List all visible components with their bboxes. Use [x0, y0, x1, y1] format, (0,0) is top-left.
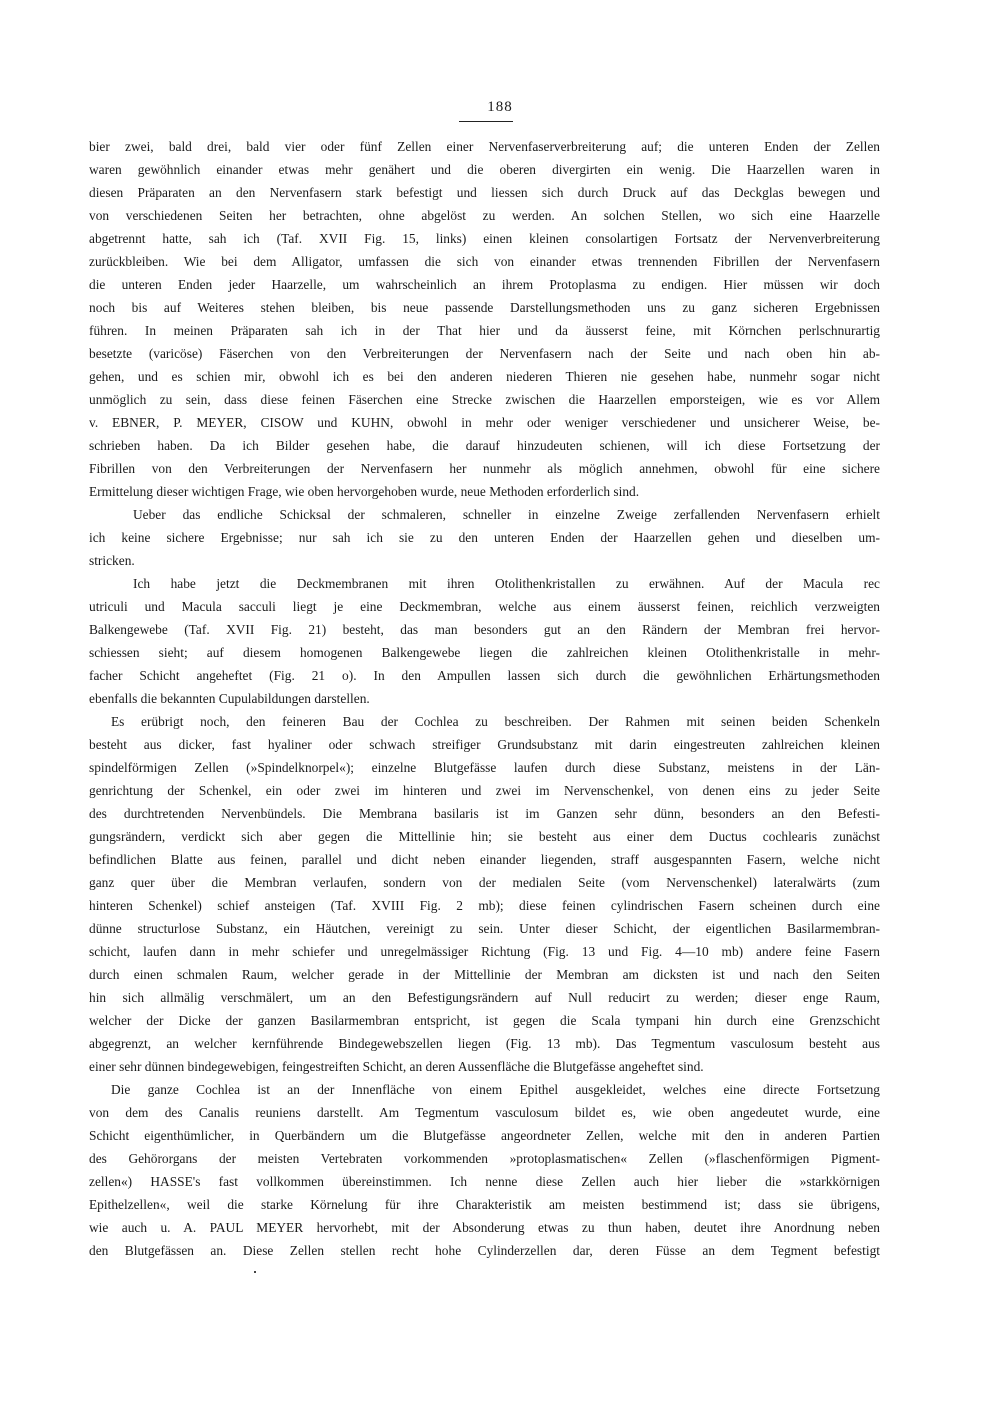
text-line: gehen, und es schien mir, obwohl ich es bei den anderen niederen Thieren nie gesehen habe, nunmehr sogar nicht [89, 369, 880, 384]
text-line: bier zwei, bald drei, bald vier oder fünf Zellen einer Nervenfaserverbreiterung auf; die unteren Enden der Zellen [89, 139, 880, 154]
text-line: einer sehr dünnen bindegewebigen, feingestreiften Schicht, an deren Aussenfläche die Blutgefässe angeheftet sind. [89, 1059, 704, 1074]
text-line: welcher der Dicke der ganzen Basilarmembran entspricht, ist gegen die Scala tympani hin durch eine Grenzschicht [89, 1013, 880, 1028]
text-line: von verschiedenen Seiten her betrachten, ohne abgelöst zu werden. An solchen Stellen, wo sich eine Haarzelle [89, 208, 880, 223]
print-speck [254, 1271, 256, 1273]
body-text [89, 135, 880, 1262]
text-line: von dem des Canalis reuniens darstellt. Am Tegmentum vasculosum bildet es, wie oben angedeutet wurde, eine [89, 1105, 880, 1120]
text-line: abgetrennt hatte, sah ich (Taf. XVII Fig. 15, links) einen kleinen consolartigen Fortsatz der Nervenverbreiterung [89, 231, 880, 246]
text-line: den Blutgefässen an. Diese Zellen stellen recht hohe Cylinderzellen dar, deren Füsse an dem Tegment befestigt [89, 1243, 880, 1258]
text-line: Schicht eigenthümlicher, in Querbändern um die Blutgefässe angeordneter Zellen, welche mit den in anderen Partien [89, 1128, 880, 1143]
text-line: besetzte (varicöse) Fäserchen von den Verbreiterungen der Nervenfasern nach der Seite und nach oben hin ab- [89, 346, 880, 361]
text-line: dünne structurlose Substanz, ein Häutchen, vereinigt zu sein. Unter dieser Schicht, der eigentlichen Basilarmembran- [89, 921, 880, 936]
text-line: ebenfalls die bekannten Cupulabildungen darstellen. [89, 691, 370, 706]
text-line: schicht, laufen dann in mehr schiefer und unregelmässiger Richtung (Fig. 13 und Fig. 4—10 mb) andere feine Fasern [89, 944, 880, 959]
text-line: Ermittelung dieser wichtigen Frage, wie oben hervorgehoben wurde, neue Methoden erforderlich sind. [89, 484, 640, 499]
text-line: zellen«) HASSE's fast vollkommen übereinstimmen. Ich nenne diese Zellen auch hier lieber die »starkkörnigen [89, 1174, 880, 1189]
page-number-rule [459, 121, 513, 122]
text-line: ich keine sichere Ergebnisse; nur sah ich sie zu den unteren Enden der Haarzellen gehen und dieselben um- [89, 530, 880, 545]
text-line: Ueber das endliche Schicksal der schmaleren, schneller in einzelne Zweige zerfallenden Nervenfasern erhielt [133, 507, 880, 522]
text-line: zurückbleiben. Wie bei dem Alligator, umfassen die sich von einander etwas trennenden Fibrillen der Nervenfasern [89, 254, 880, 269]
text-line: Die ganze Cochlea ist an der Innenfläche von einem Epithel ausgekleidet, welches eine directe Fortsetzung [111, 1082, 880, 1097]
text-line: Es erübrigt noch, den feineren Bau der Cochlea zu beschreiben. Der Rahmen mit seinen beiden Schenkeln [111, 714, 880, 729]
text-line: hinteren Schenkel) schief ansteigen (Taf. XVIII Fig. 2 mb); diese feinen cylindrischen Fasern scheinen durch eine [89, 898, 880, 913]
text-line: wie auch u. A. PAUL MEYER hervorhebt, mit der Absonderung etwas zu thun haben, deutet ihre Anordnung neben [89, 1220, 880, 1235]
text-line: führen. In meinen Präparaten sah ich in der That hier und da äusserst feine, mit Körnchen perlschnurartig [89, 323, 880, 338]
text-line: genrichtung der Schenkel, ein oder zwei im hinteren und zwei im Nervenschenkel, von denen eins zu jeder Seite [89, 783, 880, 798]
text-line: befindlichen Blatte aus feinen, parallel und dicht neben einander liegenden, straff ausgespannten Fasern, welche nicht [89, 852, 880, 867]
text-line: diesen Präparaten an den Nervenfasern stark befestigt und liessen sich durch Druck auf das Deckglas bewegen und [89, 185, 880, 200]
text-line: utriculi und Macula sacculi liegt je eine Deckmembran, welche aus einem äusserst feinen, reichlich verzweigten [89, 599, 880, 614]
text-line: facher Schicht angeheftet (Fig. 21 o). In den Ampullen lassen sich durch die gewöhnlichen Erhärtungsmethoden [89, 668, 880, 683]
text-line: Epithelzellen«, weil die starke Körnelung für ihre Charakteristik am meisten bestimmend ist; dass sie übrigens, [89, 1197, 880, 1212]
text-line: schiessen sieht; auf diesem homogenen Balkengewebe liegen die zahlreichen kleinen Otolithenkristalle in mehr- [89, 645, 880, 660]
text-line: waren gewöhnlich einander etwas mehr genähert und die oberen divergirten ein wenig. Die Haarzellen waren in [89, 162, 880, 177]
text-line: Ich habe jetzt die Deckmembranen mit ihren Otolithenkristallen zu erwähnen. Auf der Macula rec [133, 576, 880, 591]
text-line: besteht aus dicker, fast hyaliner oder schwach streifiger Grundsubstanz mit darin eingestreuten zahlreichen kleinen [89, 737, 880, 752]
text-line: hin sich allmälig verschmälert, um an den Befestigungsrändern auf Null reducirt zu werden; dieser enge Raum, [89, 990, 880, 1005]
text-line: stricken. [89, 553, 135, 568]
text-line: die unteren Enden jeder Haarzelle, um wahrscheinlich an ihrem Protoplasma zu endigen. Hier müssen wir doch [89, 277, 880, 292]
text-line: schrieben haben. Da ich Bilder gesehen habe, die darauf hinzudeuten schienen, will ich diese Fortsetzung der [89, 438, 880, 453]
text-line: spindelförmigen Zellen (»Spindelknorpel«); einzelne Blutgefässe laufen durch diese Substanz, meistens in der Län- [89, 760, 880, 775]
page-number: 188 [487, 99, 513, 115]
text-line: v. EBNER, P. MEYER, CISOW und KUHN, obwohl in mehr oder weniger verschiedener und unsicherer Weise, be- [89, 415, 880, 430]
text-line: gungsrändern, verdickt sich aber gegen die Mittellinie hin; sie besteht aus einer dem Ductus cochlearis zunächst [89, 829, 880, 844]
text-line: unmöglich zu sein, dass diese feinen Fäserchen eine Strecke zwischen die Haarzellen emporsteigen, wie es vor Allem [89, 392, 880, 407]
text-line: ganz quer über die Membran verlaufen, sondern von der medialen Seite (vom Nervenschenkel) lateralwärts (zum [89, 875, 880, 890]
text-line: Fibrillen von den Verbreiterungen der Nervenfasern her nunmehr als möglich annehmen, obwohl für eine sichere [89, 461, 880, 476]
text-line: des Gehörorgans der meisten Vertebraten vorkommenden »protoplasmatischen« Zellen (»flaschenförmigen Pigment- [89, 1151, 880, 1166]
text-line: Balkengewebe (Taf. XVII Fig. 21) besteht, das man besonders gut an den Rändern der Membran frei hervor- [89, 622, 880, 637]
text-line: abgegrenzt, an welcher kernführende Bindegewebszellen liegen (Fig. 13 mb). Das Tegmentum vasculosum besteht aus [89, 1036, 880, 1051]
text-line: noch bis auf Weiteres stehen bleiben, bis neue passende Darstellungsmethoden uns zu ganz sicheren Ergebnissen [89, 300, 880, 315]
text-line: des durchtretenden Nervenbündels. Die Membrana basilaris ist im Ganzen sehr dünn, besonders an den Befesti- [89, 806, 880, 821]
text-line: durch einen schmalen Raum, welcher gerade in der Mittellinie der Membran am dicksten ist und nach den Seiten [89, 967, 880, 982]
